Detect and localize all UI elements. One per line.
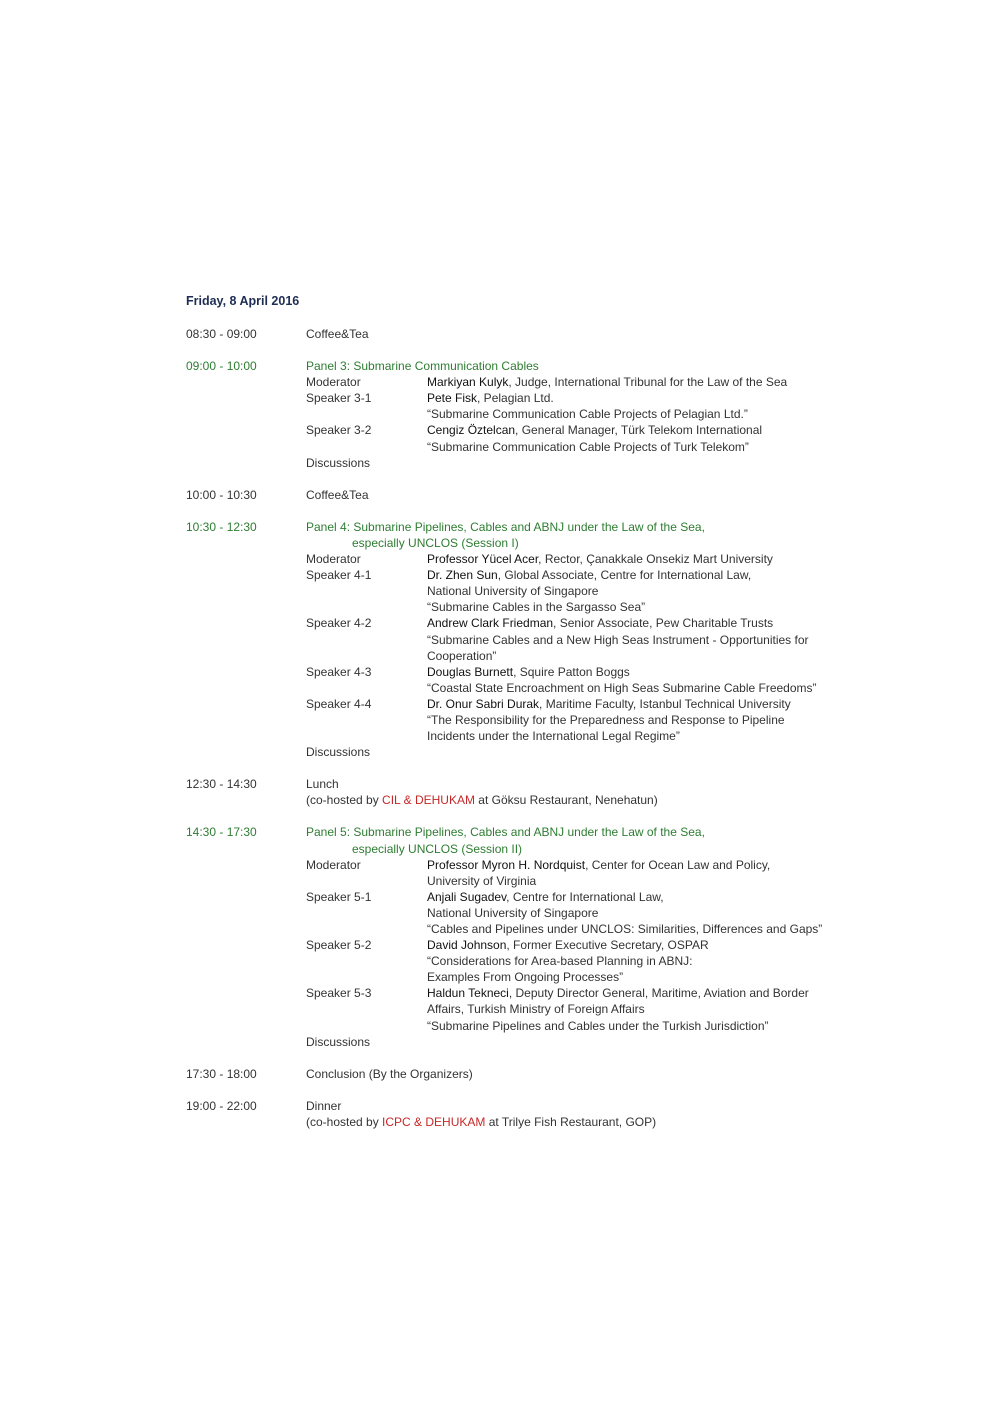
agenda-row <box>186 776 846 792</box>
speaker-affiliation: “Submarine Communication Cable Projects of Pelagian Ltd.” <box>427 407 748 422</box>
agenda-block <box>186 824 846 1049</box>
speaker-affiliation: “Submarine Pipelines and Cables under the Turkish Jurisdiction” <box>427 1018 769 1033</box>
agenda-time-spacer <box>186 455 306 471</box>
detail-line <box>427 873 846 889</box>
speaker-affiliation: , Pelagian Ltd. <box>477 391 554 406</box>
agenda-time: 14:30 - 17:30 <box>186 825 257 840</box>
speaker-affiliation: “Submarine Cables and a New High Seas Instrument - Opportunities for <box>427 632 809 647</box>
speaker-role: Speaker 4-4 <box>306 696 372 711</box>
detail-line <box>427 648 846 664</box>
agenda-time: 17:30 - 18:00 <box>186 1066 257 1081</box>
agenda-time: 08:30 - 09:00 <box>186 327 257 341</box>
agenda-time: 10:00 - 10:30 <box>186 487 257 502</box>
agenda-time: 10:30 - 12:30 <box>186 519 257 534</box>
detail-line <box>427 422 846 438</box>
speaker-entry-row <box>306 615 846 663</box>
detail-line <box>427 599 846 615</box>
agenda-block <box>186 326 846 342</box>
detail-line <box>427 632 846 648</box>
speaker-entry-row <box>306 696 846 744</box>
speaker-entry-row <box>306 937 846 985</box>
speaker-entry-row <box>306 857 846 889</box>
speaker-entry <box>186 937 846 985</box>
detail-line <box>427 985 846 1001</box>
agenda-row <box>186 841 846 857</box>
speaker-role: Moderator <box>306 552 361 567</box>
agenda-row <box>186 1034 846 1050</box>
speaker-detail <box>427 889 846 937</box>
session-title: Conclusion (By the Organizers) <box>306 1066 473 1081</box>
speaker-affiliation: , Deputy Director General, Maritime, Aviation and Border <box>508 986 809 1001</box>
detail-line <box>427 889 846 905</box>
speaker-affiliation: National University of Singapore <box>427 905 599 920</box>
agenda-time-spacer <box>186 1114 306 1130</box>
speaker-entry-row <box>306 551 846 567</box>
speaker-role: Speaker 4-3 <box>306 664 372 679</box>
speaker-entry <box>186 664 846 696</box>
agenda-list <box>186 326 846 1146</box>
agenda-block <box>186 1066 846 1082</box>
speaker-entry <box>186 390 846 422</box>
speaker-detail <box>427 985 846 1033</box>
speaker-affiliation: Incidents under the International Legal Regime” <box>427 729 680 744</box>
speaker-name: Dr. Onur Sabri Durak <box>427 696 540 711</box>
detail-line <box>427 567 846 583</box>
detail-line <box>427 439 846 455</box>
detail-line <box>427 712 846 728</box>
speaker-entry <box>186 857 846 889</box>
speaker-role: Speaker 3-1 <box>306 391 372 406</box>
detail-line <box>427 615 846 631</box>
detail-line <box>427 905 846 921</box>
agenda-block <box>186 1098 846 1130</box>
speaker-affiliation: “Coastal State Encroachment on High Seas Submarine Cable Freedoms” <box>427 680 817 695</box>
detail-line <box>427 728 846 744</box>
detail-line <box>427 969 846 985</box>
agenda-row <box>186 519 846 535</box>
host-note-prefix: (co-hosted by <box>306 793 383 808</box>
session-title: Dinner <box>306 1098 342 1113</box>
speaker-entry <box>186 985 846 1033</box>
speaker-affiliation: , Global Associate, Centre for International Law, <box>497 568 752 583</box>
speaker-affiliation: University of Virginia <box>427 873 537 888</box>
host-note <box>306 792 846 808</box>
agenda-time: 12:30 - 14:30 <box>186 777 257 792</box>
speaker-detail <box>427 857 846 889</box>
agenda-time: 09:00 - 10:00 <box>186 359 257 374</box>
host-organizers: CIL & DEHUKAM <box>382 793 475 808</box>
speaker-detail <box>427 937 846 985</box>
detail-line <box>427 1018 846 1034</box>
detail-line <box>427 680 846 696</box>
agenda-row <box>186 326 846 342</box>
session-title: especially UNCLOS (Session II) <box>352 841 523 856</box>
speaker-affiliation: “Submarine Cables in the Sargasso Sea” <box>427 600 646 615</box>
speaker-detail <box>427 374 846 390</box>
session-title: Lunch <box>306 777 339 792</box>
detail-line <box>427 857 846 873</box>
speaker-name: Markiyan Kulyk <box>427 375 509 390</box>
discussions-label: Discussions <box>306 1034 371 1049</box>
agenda-time <box>186 841 306 857</box>
detail-line <box>427 664 846 680</box>
session-title: Panel 3: Submarine Communication Cables <box>306 359 539 374</box>
speaker-affiliation: Examples From Ongoing Processes” <box>427 970 624 985</box>
speaker-entry <box>186 374 846 390</box>
speaker-entry <box>186 696 846 744</box>
speaker-affiliation: , Centre for International Law, <box>506 889 664 904</box>
agenda-time: 19:00 - 22:00 <box>186 1098 257 1113</box>
speaker-detail <box>427 551 846 567</box>
speaker-entry <box>186 551 846 567</box>
agenda-time-spacer <box>186 1034 306 1050</box>
host-organizers: ICPC & DEHUKAM <box>382 1114 486 1129</box>
speaker-affiliation: , Judge, International Tribunal for the Law of the Sea <box>508 375 788 390</box>
speaker-role: Speaker 4-2 <box>306 616 372 631</box>
speaker-affiliation: “Cables and Pipelines under UNCLOS: Similarities, Differences and Gaps” <box>427 922 823 936</box>
session-title: Panel 4: Submarine Pipelines, Cables and ABNJ under the Law of the Sea, <box>306 519 705 534</box>
speaker-detail <box>427 390 846 422</box>
speaker-name: Andrew Clark Friedman <box>427 616 554 631</box>
detail-line <box>427 953 846 969</box>
speaker-affiliation: , Maritime Faculty, Istanbul Technical University <box>539 696 791 711</box>
speaker-name: Douglas Burnett <box>427 664 514 679</box>
host-note-venue: at Göksu Restaurant, Nenehatun) <box>474 793 658 808</box>
detail-line <box>427 551 846 567</box>
speaker-name: Pete Fisk <box>427 391 478 406</box>
detail-line <box>427 406 846 422</box>
speaker-name: David Johnson <box>427 938 507 953</box>
session-title: Panel 5: Submarine Pipelines, Cables and ABNJ under the Law of the Sea, <box>306 825 705 840</box>
session-title: Coffee&Tea <box>306 487 369 502</box>
speaker-affiliation: , Former Executive Secretary, OSPAR <box>506 938 709 953</box>
agenda-row <box>186 744 846 760</box>
speaker-affiliation: , Squire Patton Boggs <box>513 664 630 679</box>
speaker-affiliation: Cooperation” <box>427 648 497 663</box>
agenda-row <box>186 792 846 808</box>
detail-line <box>427 390 846 406</box>
agenda-block <box>186 358 846 471</box>
speaker-role: Speaker 4-1 <box>306 568 372 583</box>
speaker-name: Dr. Zhen Sun <box>427 568 498 583</box>
agenda-time-spacer <box>186 792 306 808</box>
detail-line <box>427 696 846 712</box>
host-note <box>306 1114 846 1130</box>
speaker-entry <box>186 615 846 663</box>
speaker-affiliation: Affairs, Turkish Ministry of Foreign Affairs <box>427 1002 645 1017</box>
speaker-entry-row <box>306 889 846 937</box>
speaker-entry <box>186 889 846 937</box>
speaker-name: Haldun Tekneci <box>427 986 509 1001</box>
speaker-affiliation: “Submarine Communication Cable Projects of Turk Telekom” <box>427 439 749 454</box>
agenda-row <box>186 358 846 374</box>
agenda-row <box>186 1114 846 1130</box>
speaker-detail <box>427 422 846 454</box>
agenda-row <box>186 535 846 551</box>
agenda-block <box>186 776 846 808</box>
speaker-affiliation: “Considerations for Area-based Planning in ABNJ: <box>427 954 693 969</box>
speaker-affiliation: National University of Singapore <box>427 584 599 599</box>
speaker-entry-row <box>306 422 846 454</box>
agenda-row <box>186 1066 846 1082</box>
speaker-affiliation: , General Manager, Türk Telekom International <box>515 423 763 438</box>
day-heading: Friday, 8 April 2016 <box>186 294 300 308</box>
speaker-entry-row <box>306 567 846 615</box>
speaker-name: Professor Yücel Acer <box>427 552 539 567</box>
discussions-label: Discussions <box>306 455 371 470</box>
speaker-detail <box>427 664 846 696</box>
agenda-block <box>186 487 846 503</box>
host-note-prefix: (co-hosted by <box>306 1114 383 1129</box>
detail-line <box>427 937 846 953</box>
speaker-affiliation: “The Responsibility for the Preparedness and Response to Pipeline <box>427 712 785 727</box>
speaker-role: Moderator <box>306 857 361 872</box>
detail-line <box>427 583 846 599</box>
agenda-time-spacer <box>186 744 306 760</box>
speaker-entry-row <box>306 390 846 422</box>
agenda-row <box>186 487 846 503</box>
speaker-role: Speaker 5-1 <box>306 889 372 904</box>
agenda-row <box>186 455 846 471</box>
agenda-row <box>186 824 846 840</box>
agenda-row <box>186 1098 846 1114</box>
speaker-detail <box>427 567 846 615</box>
detail-line <box>427 921 846 937</box>
speaker-role: Moderator <box>306 375 361 390</box>
discussions-label: Discussions <box>306 745 371 760</box>
speaker-entry-row <box>306 374 846 390</box>
speaker-entry-row <box>306 985 846 1033</box>
session-title: Coffee&Tea <box>306 327 369 341</box>
speaker-entry <box>186 567 846 615</box>
speaker-role: Speaker 5-3 <box>306 986 372 1001</box>
agenda-block <box>186 519 846 760</box>
speaker-affiliation: , Rector, Çanakkale Onsekiz Mart University <box>538 552 773 567</box>
session-title: especially UNCLOS (Session I) <box>352 535 519 550</box>
speaker-role: Speaker 5-2 <box>306 938 372 953</box>
speaker-detail <box>427 615 846 663</box>
speaker-entry <box>186 422 846 454</box>
detail-line <box>427 374 846 390</box>
detail-line <box>427 1001 846 1017</box>
speaker-name: Anjali Sugadev <box>427 889 507 904</box>
speaker-detail <box>427 696 846 744</box>
speaker-entry-row <box>306 664 846 696</box>
agenda-time <box>186 535 306 551</box>
host-note-venue: at Trilye Fish Restaurant, GOP) <box>485 1114 657 1129</box>
speaker-role: Speaker 3-2 <box>306 423 372 438</box>
speaker-affiliation: , Center for Ocean Law and Policy, <box>585 857 771 872</box>
speaker-name: Cengiz Öztelcan <box>427 423 516 438</box>
speaker-affiliation: , Senior Associate, Pew Charitable Trusts <box>553 616 774 631</box>
speaker-name: Professor Myron H. Nordquist <box>427 857 586 872</box>
